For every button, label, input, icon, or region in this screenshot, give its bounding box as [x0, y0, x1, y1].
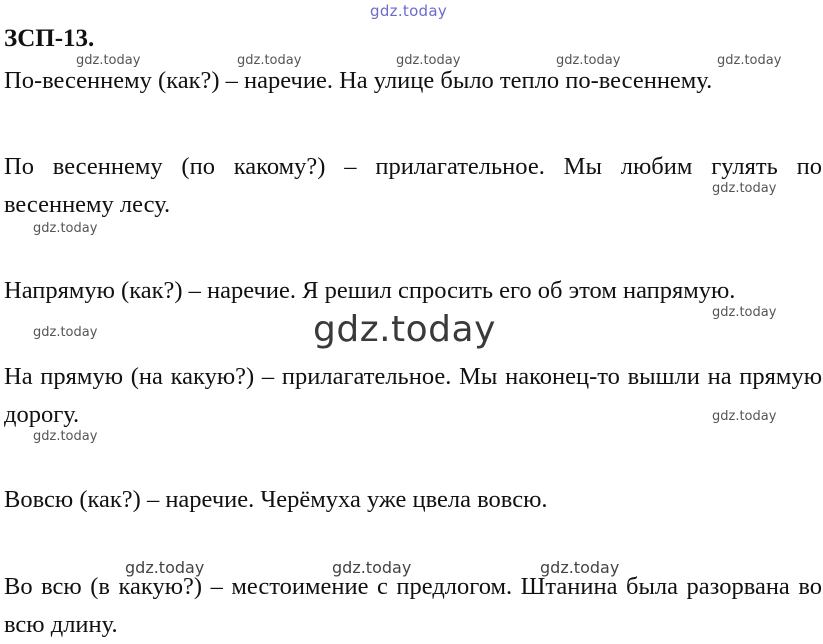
watermark-large: gdz.today: [313, 309, 496, 350]
paragraph-po-vesennemu-adjective: По весеннему (по какому?) – прилагательное. Мы любим гулять по весеннему лесу.: [4, 153, 822, 218]
paragraph-po-vesennemu-adverb: По-весеннему (как?) – наречие. На улице было тепло по-весеннему.: [4, 67, 713, 94]
watermark-top: gdz.today: [370, 2, 448, 20]
paragraph-vo-vsyu-pronoun: Во всю (в какую?) – местоимение с предлогом. Штанина была разорвана во всю длину.: [4, 573, 822, 638]
watermark: gdz.today: [540, 558, 620, 577]
watermark: gdz.today: [712, 181, 777, 196]
watermark: gdz.today: [33, 221, 98, 236]
exercise-title: ЗСП-13.: [4, 25, 95, 52]
watermark: gdz.today: [396, 53, 461, 68]
watermark: gdz.today: [712, 409, 777, 424]
watermark: gdz.today: [125, 558, 205, 577]
watermark: gdz.today: [332, 558, 412, 577]
paragraph-na-pryamuyu-adjective: На прямую (на какую?) – прилагательное. Мы наконец-то вышли на прямую дорогу.: [4, 363, 822, 428]
watermark: gdz.today: [237, 53, 302, 68]
watermark: gdz.today: [717, 53, 782, 68]
watermark: gdz.today: [33, 429, 98, 444]
watermark: gdz.today: [33, 325, 98, 340]
watermark: gdz.today: [556, 53, 621, 68]
watermark: gdz.today: [76, 53, 141, 68]
paragraph-napryamuyu-adverb: Напрямую (как?) – наречие. Я решил спросить его об этом напрямую.: [4, 277, 736, 304]
paragraph-vovsyu-adverb: Вовсю (как?) – наречие. Черёмуха уже цвела вовсю.: [4, 486, 548, 513]
watermark: gdz.today: [712, 305, 777, 320]
